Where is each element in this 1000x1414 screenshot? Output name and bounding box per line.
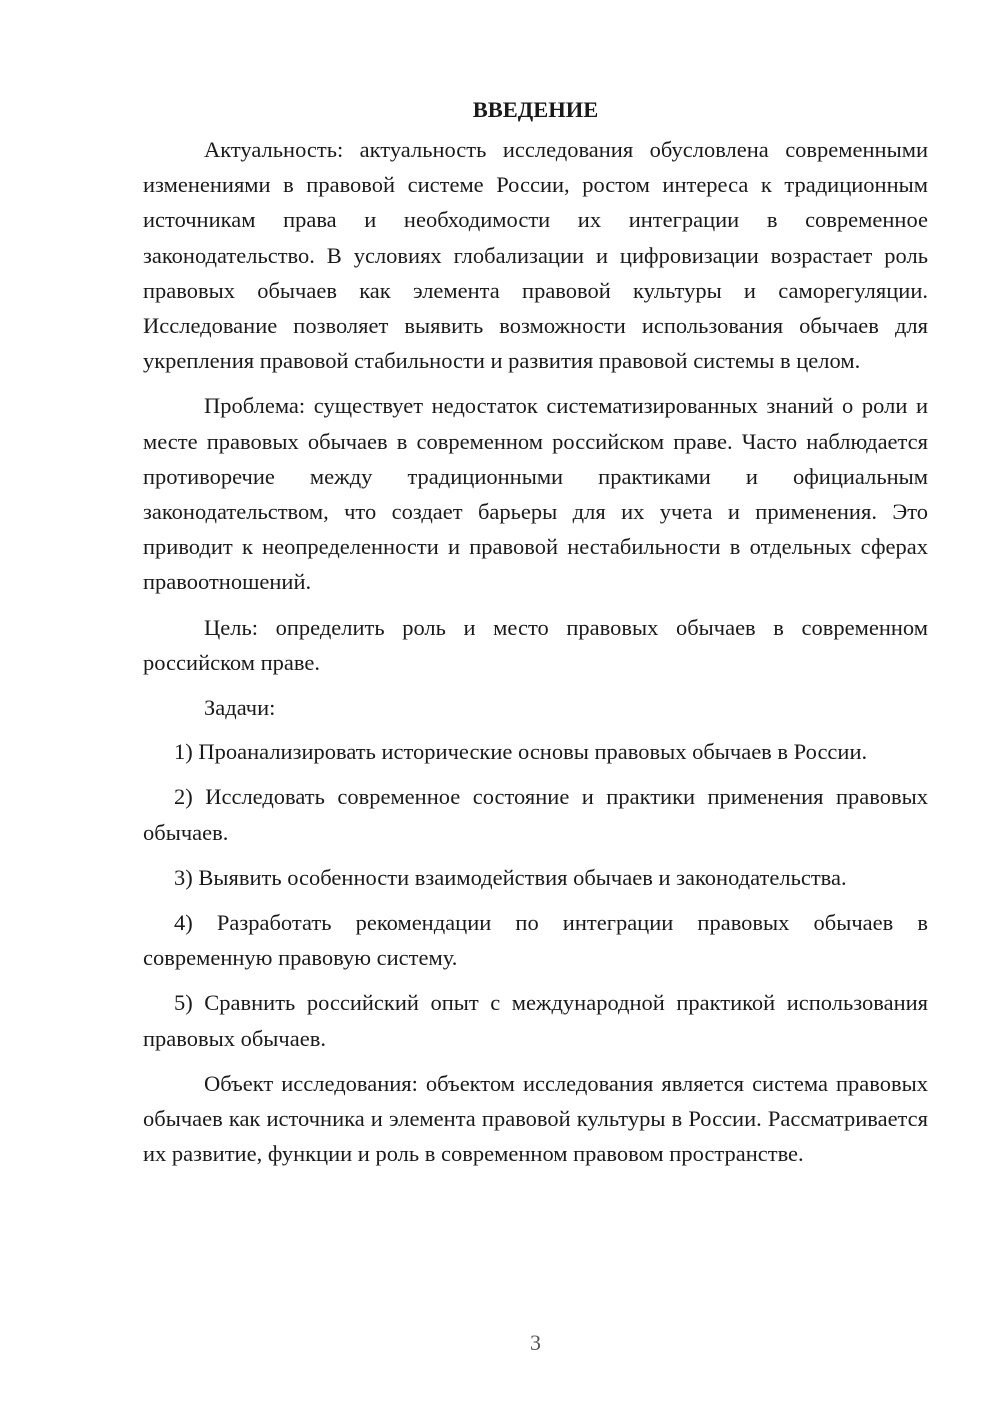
task-item-5: 5) Сравнить российский опыт с международной практикой использования правовых обычаев. [143, 990, 928, 1051]
paragraph-relevance: Актуальность: актуальность исследования обусловлена современными изменениями в правовой системе России, ростом интереса к традиционным источникам права и необходимости их интеграции в современное законодательство. В условиях глобализации и цифровизации возрастает роль правовых обычаев как элемента правовой культуры и саморегуляции. Исследование позволяет выявить возможности использования обычаев для укрепления правовой стабильности и развития правовой системы в целом. [143, 137, 928, 374]
task-item-4: 4) Разработать рекомендации по интеграции правовых обычаев в современную правовую систему. [143, 910, 928, 971]
task-item-1: 1) Проанализировать исторические основы правовых обычаев в России. [174, 739, 868, 765]
paragraph-problem: Проблема: существует недостаток систематизированных знаний о роли и месте правовых обычаев в современном российском праве. Часто наблюдается противоречие между традиционными практиками и официальным законодательством, что создает барьеры для их учета и применения. Это приводит к неопределенности и правовой нестабильности в отдельных сферах правоотношений. [143, 393, 928, 595]
paragraph-goal: Цель: определить роль и место правовых обычаев в современном российском праве. [143, 614, 928, 675]
section-title: ВВЕДЕНИЕ [472, 97, 599, 122]
task-item-3: 3) Выявить особенности взаимодействия обычаев и законодательства. [174, 864, 847, 890]
tasks-heading: Задачи: [204, 695, 276, 721]
task-item-2: 2) Исследовать современное состояние и практики применения правовых обычаев. [143, 784, 928, 845]
page-number: 3 [530, 1330, 541, 1355]
paragraph-object: Объект исследования: объектом исследования является система правовых обычаев как источника и элемента правовой культуры в России. Рассматривается их развитие, функции и роль в современном правовом пространстве. [143, 1070, 928, 1167]
document-page [143, 92, 928, 1181]
